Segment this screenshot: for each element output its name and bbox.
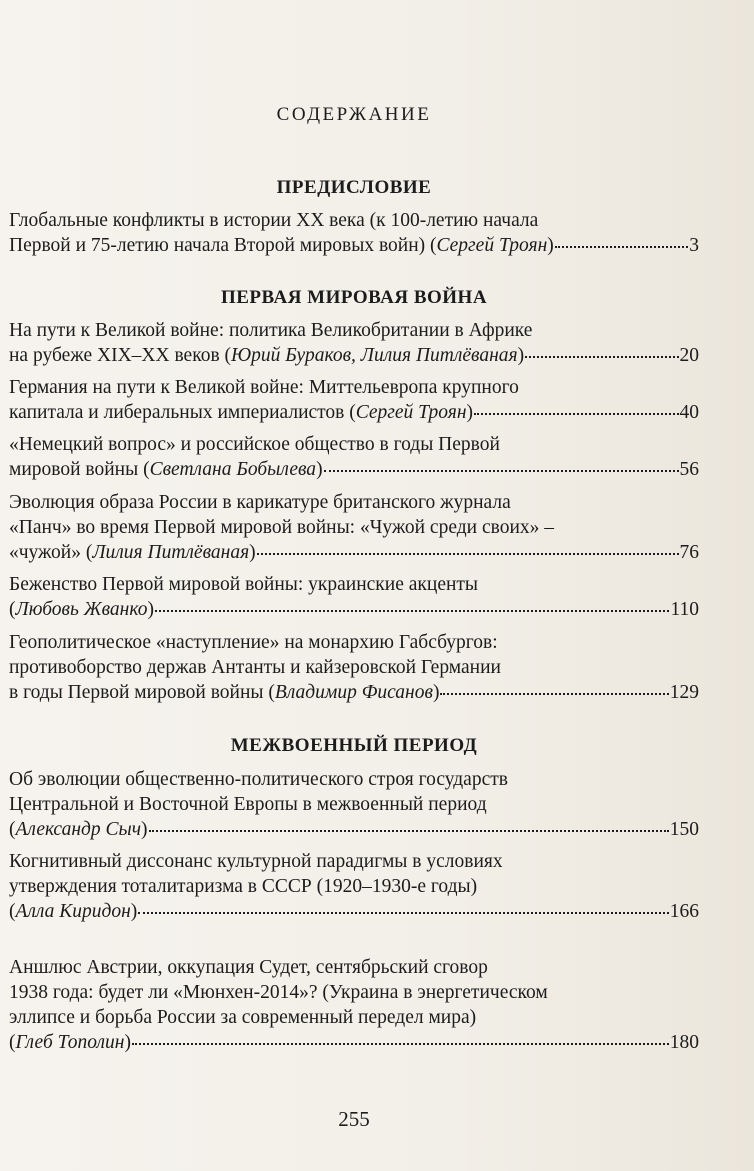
entry-close-paren: )	[141, 819, 148, 840]
entry-title-tail: на рубеже XIX–XX веков (	[9, 345, 232, 366]
toc-entry[interactable]	[9, 208, 699, 258]
page-number: 255	[338, 1107, 370, 1131]
entry-page-number: 180	[669, 1032, 699, 1053]
entry-page-number: 76	[679, 542, 699, 563]
entry-page-number: 129	[669, 682, 699, 703]
entry-title-tail: «чужой» (	[9, 542, 93, 563]
toc-entry[interactable]	[9, 572, 699, 622]
entry-last-line	[9, 817, 699, 842]
dot-leader	[440, 693, 668, 695]
entry-title-tail: (	[9, 1032, 16, 1053]
entry-last-line	[9, 680, 699, 705]
entry-author: Алла Киридон	[15, 901, 131, 922]
entry-title-line: Аншлюс Австрии, оккупация Судет, сентябрьский сговор	[9, 957, 488, 978]
entry-close-paren: )	[547, 235, 554, 256]
entry-page-number: 3	[689, 235, 699, 256]
entry-author: Светлана Бобылева	[149, 459, 317, 480]
entry-page-number: 56	[679, 459, 699, 480]
dot-leader	[132, 1043, 669, 1045]
toc-title: СОДЕРЖАНИЕ	[276, 104, 432, 125]
toc-entry[interactable]	[9, 375, 699, 425]
entry-title-line: утверждения тоталитаризма в СССР (1920–1930-е годы)	[9, 876, 478, 897]
entry-title-tail: (	[9, 599, 16, 620]
entry-title-line: Когнитивный диссонанс культурной парадигмы в условиях	[9, 851, 503, 872]
entry-author: Глеб Тополин	[15, 1032, 125, 1053]
entry-title-line: Германия на пути к Великой войне: Миттельевропа крупного	[9, 377, 519, 398]
entry-last-line	[9, 233, 699, 258]
section-heading-interwar-period: МЕЖВОЕННЫЙ ПЕРИОД	[230, 735, 478, 756]
entry-author: Лилия Питлёваная	[92, 542, 250, 563]
entry-close-paren: )	[147, 599, 154, 620]
entry-title-line: Об эволюции общественно-политического строя государств	[9, 769, 508, 790]
entry-page-number: 20	[679, 345, 699, 366]
entry-title-tail: Первой и 75-летию начала Второй мировых войн) (	[9, 235, 437, 256]
entry-close-paren: )	[432, 682, 440, 703]
entry-close-paren: )	[466, 402, 474, 423]
dot-leader	[149, 830, 669, 832]
dot-leader	[555, 246, 688, 248]
entry-close-paren: )	[249, 542, 256, 563]
entry-title-line: «Панч» во время Первой мировой войны: «Чужой среди своих» –	[9, 517, 555, 538]
entry-page-number: 166	[669, 901, 699, 922]
entry-last-line	[9, 343, 699, 368]
toc-entry[interactable]	[9, 630, 699, 705]
entry-close-paren: )	[517, 345, 525, 366]
entry-last-line	[9, 540, 699, 565]
entry-title-line: Центральной и Восточной Европы в межвоенный период	[9, 794, 487, 815]
entry-author: Сергей Троян	[436, 235, 548, 256]
section-heading-preface: ПРЕДИСЛОВИЕ	[276, 177, 432, 198]
entry-title-tail: (	[9, 901, 16, 922]
entry-author: Владимир Фисанов	[274, 682, 433, 703]
entry-page-number: 150	[669, 819, 699, 840]
entry-author: Александр Сыч	[15, 819, 142, 840]
entry-last-line	[9, 1030, 699, 1055]
entry-author: Юрий Бураков, Лилия Питлёваная	[231, 345, 518, 366]
entry-title-line: Беженство Первой мировой войны: украинские акценты	[9, 574, 479, 595]
entry-title-line: эллипсе и борьба России за современный передел мира)	[9, 1007, 477, 1028]
entry-page-number: 40	[679, 402, 699, 423]
entry-close-paren: )	[316, 459, 323, 480]
entry-last-line	[9, 457, 699, 482]
dot-leader	[525, 356, 678, 358]
entry-title-line: «Немецкий вопрос» и российское общество в годы Первой	[9, 434, 500, 455]
entry-title-tail: мировой войны (	[9, 459, 150, 480]
entry-title-line: противоборство держав Антанты и кайзеровской Германии	[9, 657, 501, 678]
entry-title-line: На пути к Великой войне: политика Великобритании в Африке	[9, 320, 533, 341]
entry-last-line	[9, 400, 699, 425]
toc-entry[interactable]	[9, 767, 699, 842]
entry-title-line: Эволюция образа России в карикатуре британского журнала	[9, 492, 511, 513]
dot-leader	[474, 413, 678, 415]
entry-title-line: Глобальные конфликты в истории XX века (к 100-летию начала	[9, 210, 539, 231]
entry-page-number: 110	[670, 599, 699, 620]
entry-author: Любовь Жванко	[15, 599, 148, 620]
dot-leader	[324, 470, 679, 472]
entry-close-paren: )	[124, 1032, 131, 1053]
entry-title-tail: в годы Первой мировой войны (	[9, 682, 275, 703]
entry-last-line	[9, 899, 699, 924]
dot-leader	[138, 912, 668, 914]
toc-entry[interactable]	[9, 490, 699, 565]
toc-entry[interactable]	[9, 955, 699, 1055]
entry-last-line	[9, 597, 699, 622]
dot-leader	[155, 610, 670, 612]
entry-author: Сергей Троян	[355, 402, 467, 423]
entry-title-line: 1938 года: будет ли «Мюнхен-2014»? (Украина в энергетическом	[9, 982, 548, 1003]
dot-leader	[257, 553, 679, 555]
entry-close-paren: )	[130, 901, 138, 922]
toc-entry[interactable]	[9, 849, 699, 924]
entry-title-tail: (	[9, 819, 16, 840]
toc-entry[interactable]	[9, 318, 699, 368]
entry-title-line: Геополитическое «наступление» на монархию Габсбургов:	[9, 632, 498, 653]
section-heading-first-world-war: ПЕРВАЯ МИРОВАЯ ВОЙНА	[220, 287, 488, 308]
toc-entry[interactable]	[9, 432, 699, 482]
entry-title-tail: капитала и либеральных империалистов (	[9, 402, 356, 423]
